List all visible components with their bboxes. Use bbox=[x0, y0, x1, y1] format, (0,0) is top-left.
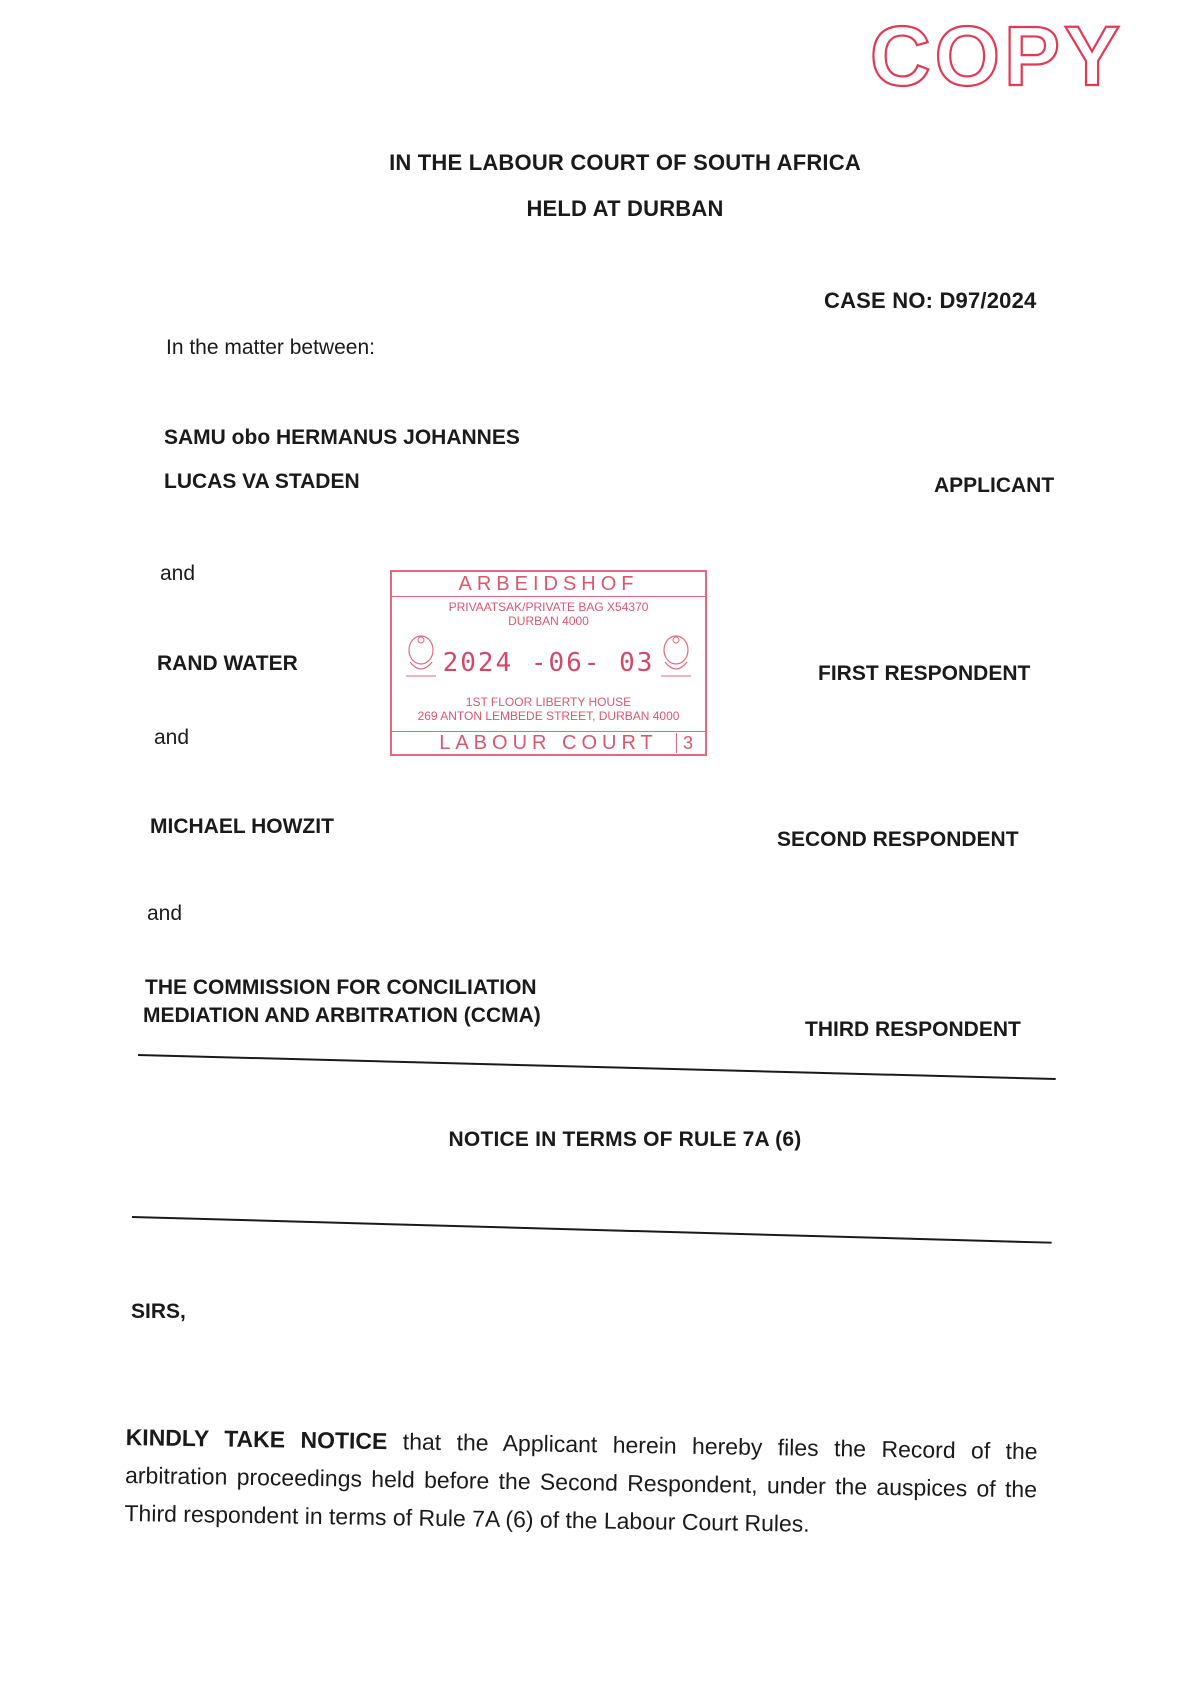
stamp-city: DURBAN 4000 bbox=[508, 614, 589, 628]
notice-text: that the Applicant herein hereby files the Record of the arbitration proceedings held before the Second Respondent, under the auspices of the Third respondent in terms of Rule 7A (6) of the Labour Court Rules. bbox=[124, 1428, 1038, 1537]
court-title: IN THE LABOUR COURT OF SOUTH AFRICA bbox=[389, 150, 861, 175]
stamp-private-bag: PRIVAATSAK/PRIVATE BAG X54370 bbox=[448, 600, 649, 614]
court-location: HELD AT DURBAN bbox=[526, 196, 724, 221]
notice-lead: KINDLY TAKE NOTICE bbox=[125, 1423, 388, 1455]
stamp-footer-label: LABOUR COURT bbox=[439, 732, 658, 754]
notice-body bbox=[124, 1418, 1038, 1546]
second-respondent-role: SECOND RESPONDENT bbox=[777, 828, 1019, 851]
divider bbox=[132, 1216, 1052, 1244]
case-number: CASE NO: D97/2024 bbox=[824, 288, 1037, 313]
first-respondent-name: RAND WATER bbox=[157, 652, 298, 675]
matter-intro: In the matter between: bbox=[166, 336, 375, 359]
stamp-title: ARBEIDSHOF bbox=[392, 572, 705, 597]
stamp-date: 2024 -06- 03 bbox=[442, 648, 655, 678]
third-respondent-line1: THE COMMISSION FOR CONCILIATION bbox=[145, 976, 537, 999]
stamp-address-line1: 1ST FLOOR LIBERTY HOUSE bbox=[465, 695, 632, 709]
stamp-address-line2: 269 ANTON LEMBEDE STREET, DURBAN 4000 bbox=[417, 709, 680, 723]
applicant-role: APPLICANT bbox=[934, 474, 1055, 497]
coat-of-arms-icon bbox=[657, 632, 695, 682]
divider bbox=[138, 1054, 1056, 1080]
court-receipt-stamp bbox=[390, 570, 707, 756]
and-separator: and bbox=[147, 902, 183, 925]
and-separator: and bbox=[154, 726, 190, 749]
second-respondent-name: MICHAEL HOWZIT bbox=[150, 815, 334, 838]
applicant-name-line1: SAMU obo HERMANUS JOHANNES bbox=[164, 426, 520, 449]
first-respondent-role: FIRST RESPONDENT bbox=[818, 662, 1031, 685]
applicant-name-line2: LUCAS VA STADEN bbox=[164, 470, 360, 493]
third-respondent-role: THIRD RESPONDENT bbox=[805, 1018, 1021, 1041]
salutation: SIRS, bbox=[131, 1300, 186, 1323]
copy-stamp: COPY bbox=[870, 9, 1125, 103]
and-separator: and bbox=[160, 562, 196, 585]
notice-heading: NOTICE IN TERMS OF RULE 7A (6) bbox=[448, 1128, 802, 1151]
third-respondent-line2: MEDIATION AND ARBITRATION (CCMA) bbox=[143, 1004, 541, 1027]
stamp-footer bbox=[392, 731, 705, 754]
stamp-number: 3 bbox=[676, 733, 699, 753]
